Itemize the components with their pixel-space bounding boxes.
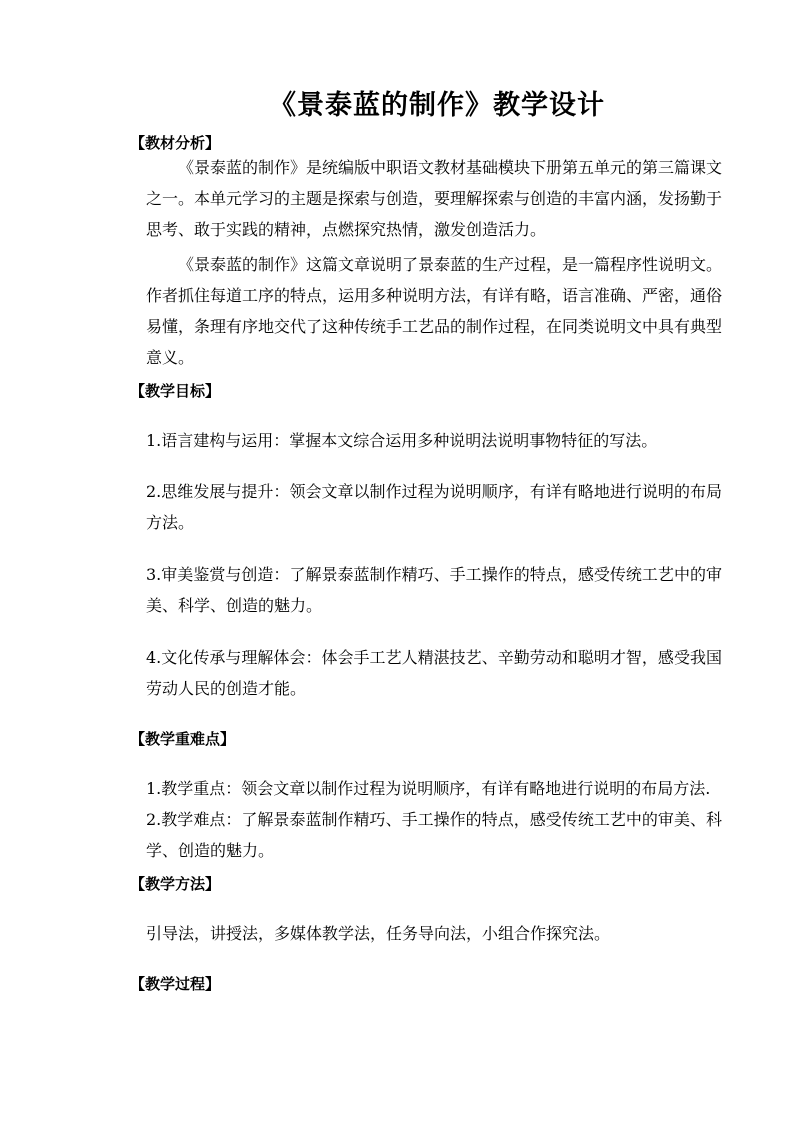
heading-material-analysis: 【教材分析】 bbox=[130, 134, 221, 152]
heading-teaching-process: 【教学过程】 bbox=[130, 975, 221, 993]
heading-teaching-methods: 【教学方法】 bbox=[130, 875, 221, 893]
heading-key-points: 【教学重难点】 bbox=[130, 730, 236, 748]
material-analysis-paragraph-1: 《景泰蓝的制作》是统编版中职语文教材基础模块下册第五单元的第三篇课文之一。本单元学习的主题是探索与创造，要理解探索与创造的丰富内涵，发扬勤于思考、敢于实践的精神，点燃探究热情，激发创造活力。 bbox=[146, 158, 723, 239]
teaching-goal-item-3: 3.审美鉴赏与创造：了解景泰蓝制作精巧、手工操作的特点，感受传统工艺中的审美、科学、创造的魅力。 bbox=[146, 565, 722, 615]
teaching-goal-item-1: 1.语言建构与运用：掌握本文综合运用多种说明法说明事物特征的写法。 bbox=[146, 431, 658, 450]
teaching-methods-text: 引导法，讲授法，多媒体教学法，任务导向法，小组合作探究法。 bbox=[146, 924, 611, 943]
document-title: 《景泰蓝的制作》教学设计 bbox=[269, 90, 605, 121]
heading-teaching-goals: 【教学目标】 bbox=[130, 382, 221, 400]
teaching-goal-item-4: 4.文化传承与理解体会：体会手工艺人精湛技艺、辛勤劳动和聪明才智，感受我国劳动人民的创造才能。 bbox=[146, 648, 722, 698]
key-point-item-1: 1.教学重点：领会文章以制作过程为说明顺序，有详有略地进行说明的布局方法. bbox=[146, 779, 711, 798]
key-point-item-2: 2.教学难点：了解景泰蓝制作精巧、手工操作的特点，感受传统工艺中的审美、科学、创造的魅力。 bbox=[146, 810, 722, 860]
material-analysis-paragraph-2: 《景泰蓝的制作》这篇文章说明了景泰蓝的生产过程，是一篇程序性说明文。作者抓住每道工序的特点，运用多种说明方法，有详有略，语言准确、严密，通俗易懂，条理有序地交代了这种传统手工艺品的制作过程，在同类说明文中具有典型意义。 bbox=[146, 255, 723, 367]
teaching-goal-item-2: 2.思维发展与提升：领会文章以制作过程为说明顺序，有详有略地进行说明的布局方法。 bbox=[146, 482, 722, 532]
